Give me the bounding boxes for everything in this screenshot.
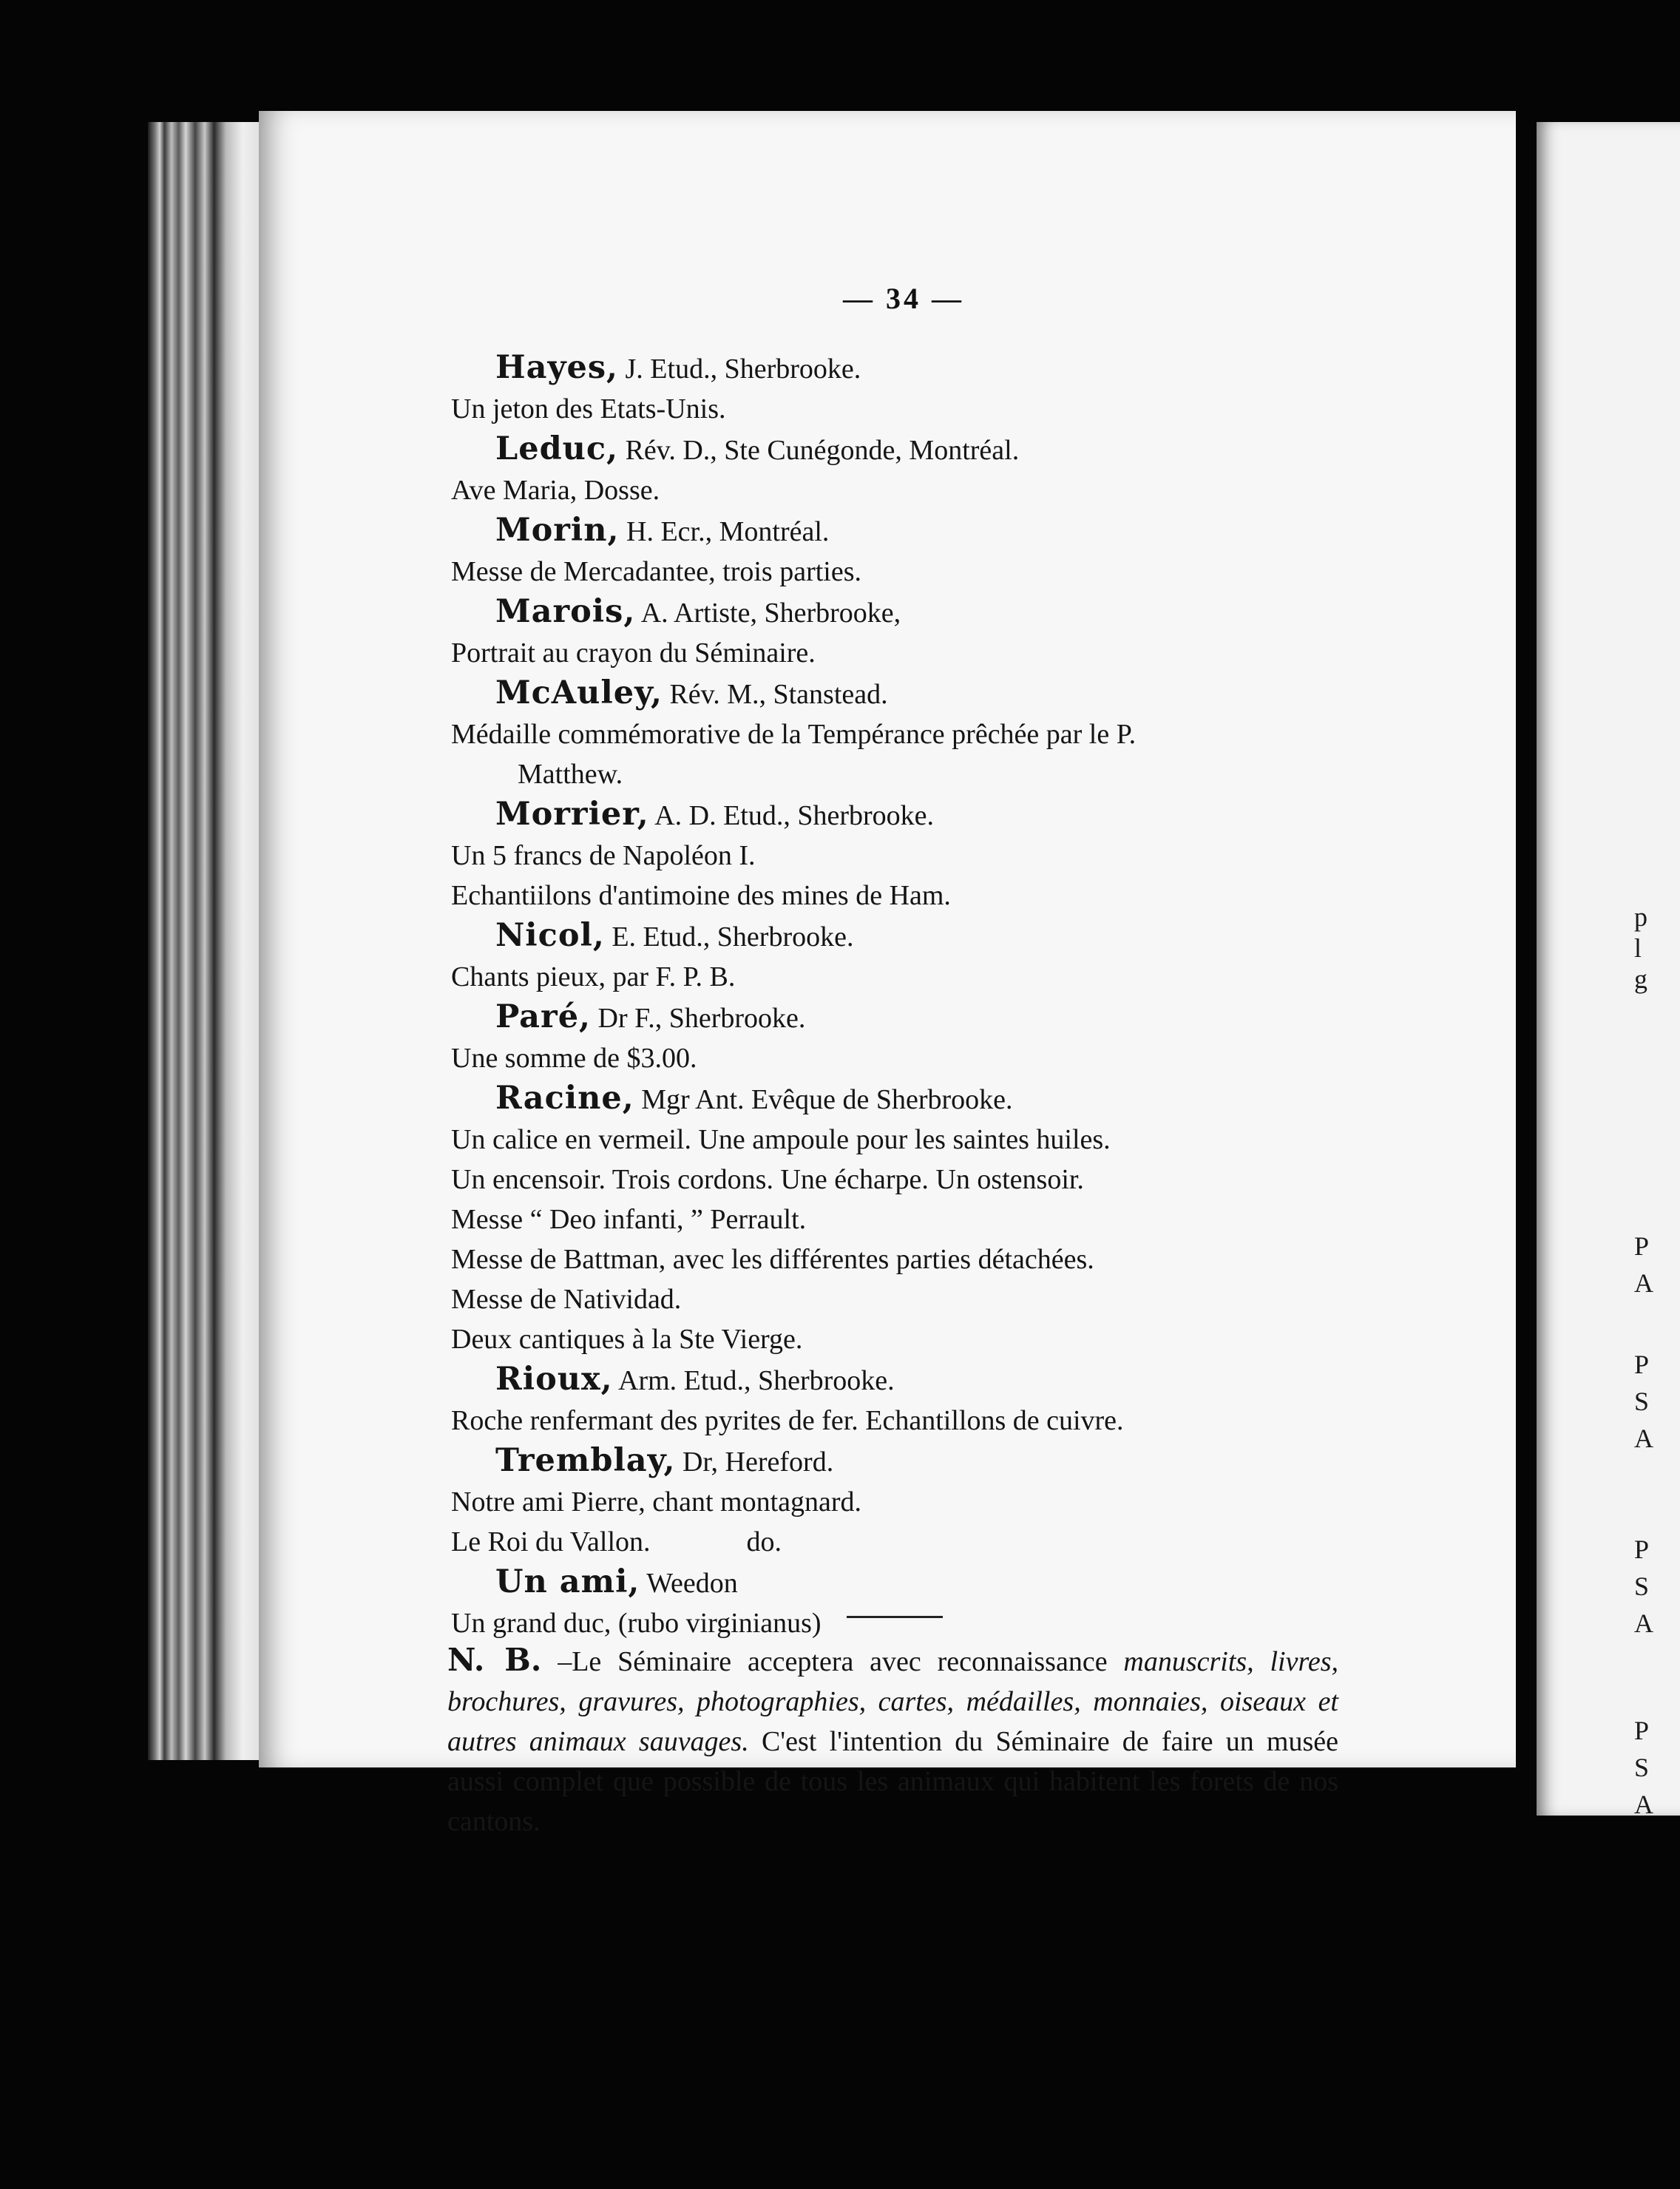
next-page-fragment: p — [1634, 902, 1647, 932]
donation-item: Un calice en vermeil. Une ampoule pour les saintes huiles. — [451, 1124, 1111, 1155]
donor-name: Tremblay, — [495, 1442, 676, 1479]
next-page-fragment: S — [1634, 1387, 1650, 1416]
book-spine-edge — [148, 122, 266, 1760]
entry-racine — [451, 1078, 1405, 1120]
donation-item: Un 5 francs de Napoléon I. — [451, 840, 756, 871]
section-divider — [847, 1616, 943, 1618]
donor-details: Rév. M., Stanstead. — [662, 679, 888, 710]
entry-tremblay — [451, 1441, 1405, 1482]
next-page-fragment: P — [1634, 1350, 1650, 1379]
nota-bene-items: manuscrits, livres, brochures, gravures, photographies, cartes, médailles, monnaies, oiseaux et autres animaux sauvages. — [447, 1646, 1338, 1757]
entry-morin — [451, 510, 1405, 552]
entry-pare — [451, 997, 1405, 1038]
donation-item-text: Le Roi du Vallon. — [451, 1526, 651, 1557]
donation-item: Ave Maria, Dosse. — [451, 475, 660, 506]
donor-details: Weedon — [640, 1568, 738, 1599]
page-number: — 34 — — [843, 282, 964, 315]
donor-details: E. Etud., Sherbrooke. — [604, 921, 854, 953]
donor-name: Leduc, — [495, 430, 619, 467]
donation-item: Messe de Natividad. — [451, 1284, 682, 1315]
donation-item: Roche renfermant des pyrites de fer. Echantillons de cuivre. — [451, 1405, 1124, 1436]
donor-details: H. Ecr., Montréal. — [619, 516, 830, 547]
nota-bene-paragraph — [447, 1640, 1338, 1841]
donor-list — [451, 348, 1405, 1643]
next-page-fragment: S — [1634, 1571, 1650, 1601]
entry-un-ami — [451, 1562, 1405, 1603]
donation-item: Notre ami Pierre, chant montagnard. — [451, 1486, 862, 1518]
donation-item: Echantiilons d'antimoine des mines de Ham. — [451, 880, 951, 911]
donor-name: Racine, — [495, 1080, 634, 1117]
donor-name: Rioux, — [495, 1361, 613, 1398]
donation-item: Deux cantiques à la Ste Vierge. — [451, 1324, 803, 1355]
donor-details: Dr, Hereford. — [675, 1447, 834, 1478]
entry-marois — [451, 592, 1405, 633]
next-page-fragment: S — [1634, 1753, 1650, 1782]
entry-nicol — [451, 916, 1405, 957]
nota-bene-rest: C'est l'intention du Séminaire de faire un musée aussi complet que possible de tous les animaux qui habitent les forets de nos cantons. — [447, 1726, 1339, 1837]
entry-rioux — [451, 1359, 1405, 1401]
entry-leduc — [451, 429, 1405, 470]
donor-name: Un ami, — [495, 1563, 640, 1600]
donation-item: Portrait au crayon du Séminaire. — [451, 637, 816, 669]
donation-item: Chants pieux, par F. P. B. — [451, 961, 736, 992]
donor-details: Dr F., Sherbrooke. — [591, 1003, 806, 1034]
next-page-fragment: P — [1634, 1231, 1650, 1261]
donor-name: Morrier, — [495, 796, 649, 833]
next-page-fragment: A — [1634, 1608, 1653, 1638]
next-page-fragment: A — [1634, 1424, 1653, 1453]
donor-details: A. D. Etud., Sherbrooke. — [648, 800, 935, 831]
donor-name: Marois, — [495, 593, 636, 630]
next-page-fragment: A — [1634, 1268, 1653, 1298]
donor-name: Morin, — [495, 512, 620, 549]
next-page-fragment: P — [1634, 1535, 1650, 1564]
donation-item: Médaille commémorative de la Tempérance prêchée par le P. — [451, 719, 1137, 750]
donation-item: Un encensoir. Trois cordons. Une écharpe. Un ostensoir. — [451, 1164, 1084, 1195]
donation-item: Messe de Battman, avec les différentes parties détachées. — [451, 1244, 1094, 1275]
donor-details: A. Artiste, Sherbrooke, — [635, 598, 901, 629]
donor-details: J. Etud., Sherbrooke. — [618, 353, 861, 385]
donation-item: Messe “ Deo infanti, ” Perrault. — [451, 1204, 807, 1235]
next-page-fragment: A — [1634, 1790, 1653, 1819]
donation-item: Un jeton des Etats-Unis. — [451, 393, 726, 424]
entry-morrier — [451, 794, 1405, 836]
donor-name: McAuley, — [495, 674, 663, 711]
donor-name: Hayes, — [495, 349, 619, 386]
entry-hayes — [451, 348, 1405, 389]
donor-details: Rév. D., Ste Cunégonde, Montréal. — [618, 435, 1020, 466]
next-page-fragment: P — [1634, 1716, 1650, 1745]
donor-name: Nicol, — [495, 917, 605, 954]
donation-item: Une somme de $3.00. — [451, 1043, 697, 1074]
donor-details: Arm. Etud., Sherbrooke. — [612, 1365, 895, 1396]
donation-item-continued: Matthew. — [518, 759, 623, 790]
ditto-mark: do. — [746, 1526, 782, 1557]
donation-item — [451, 1522, 1405, 1562]
entry-mcauley — [451, 673, 1405, 714]
donor-details: Mgr Ant. Evêque de Sherbrooke. — [634, 1084, 1013, 1115]
next-page-fragment: l — [1634, 933, 1642, 963]
nota-bene-intro: –Le Séminaire acceptera avec reconnaissance — [541, 1646, 1124, 1677]
nota-bene-label: N. B. — [447, 1642, 542, 1678]
next-page-fragment: g — [1634, 964, 1647, 994]
donation-item: Un grand duc, (rubo virginianus) — [451, 1608, 822, 1639]
next-page-edge — [1537, 122, 1680, 1816]
donation-item: Messe de Mercadantee, trois parties. — [451, 556, 862, 587]
donor-name: Paré, — [495, 998, 592, 1035]
